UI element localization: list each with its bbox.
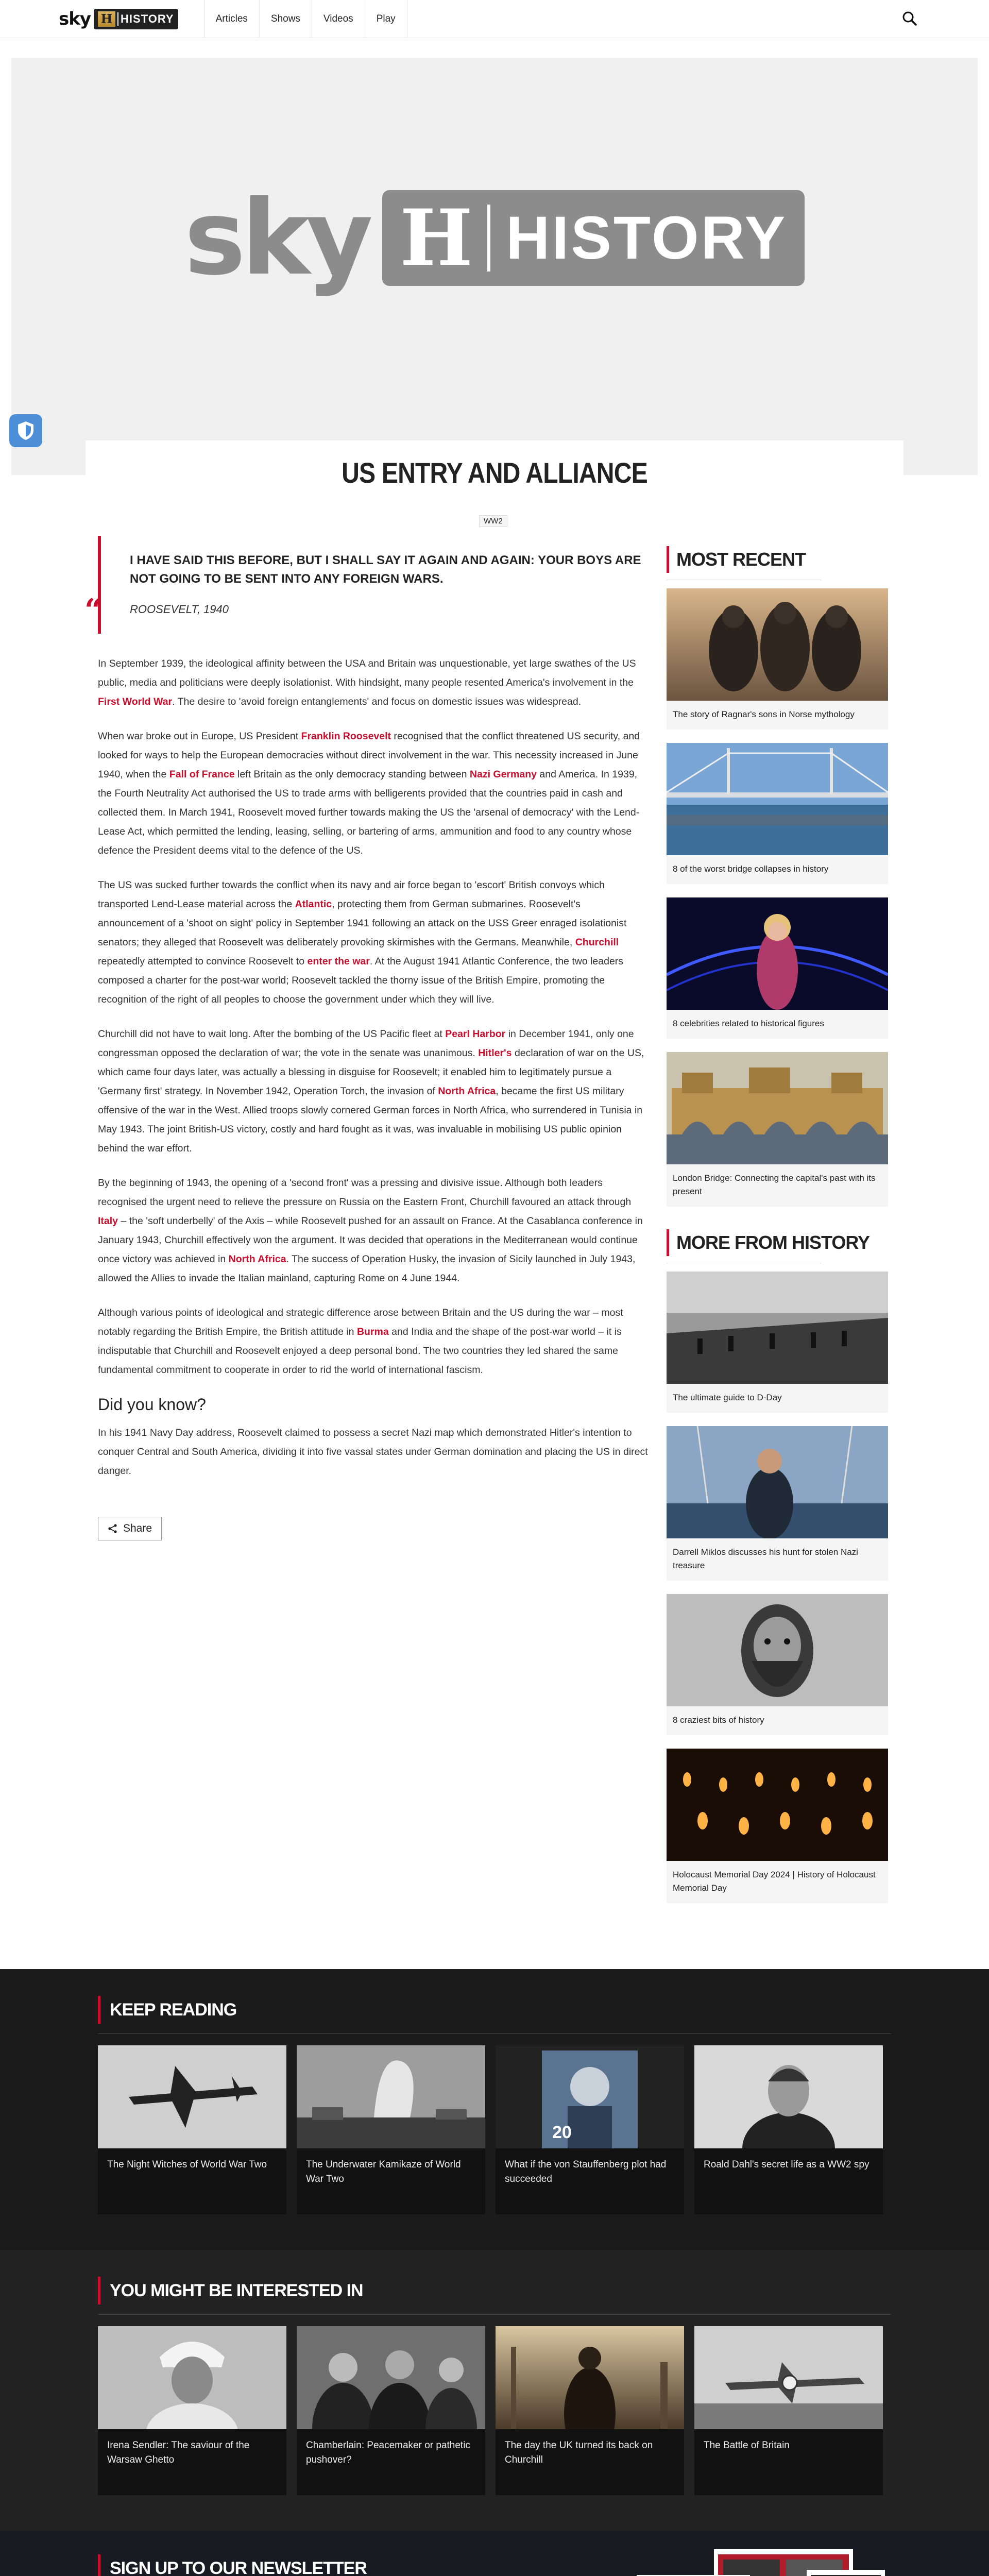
link-pearl-harbor[interactable]: Pearl Harbor [445,1028,506,1040]
more-card-image [667,1749,888,1861]
link-italy[interactable]: Italy [98,1215,118,1227]
logo-history-text: HISTORY [117,12,174,26]
card-title: The Battle of Britain [704,2440,790,2451]
card-title: Chamberlain: Peacemaker or pathetic pushover? [306,2440,470,2465]
recent-card-image [667,743,888,855]
more-card[interactable] [667,1594,888,1735]
nav-link-videos[interactable]: Videos [312,0,365,38]
share-icon [108,1523,118,1534]
card-title: What if the von Stauffenberg plot had succeeded [505,2159,667,2184]
keep-reading-section [0,1969,989,2250]
nav-link-play[interactable]: Play [365,0,407,38]
card-title: Roald Dahl's secret life as a WW2 spy [704,2159,869,2170]
recent-card[interactable] [667,743,888,884]
keep-reading-card[interactable] [496,2045,684,2214]
sky-history-logo[interactable] [59,6,178,32]
link-fall-of-france[interactable]: Fall of France [169,769,235,780]
card-title: Irena Sendler: The saviour of the Warsaw Ghetto [107,2440,250,2465]
card-image [694,2326,883,2429]
newsletter-devices-image [637,2549,885,2576]
more-card-image [667,1594,888,1706]
recent-card-image [667,1052,888,1164]
hero-logo [184,178,805,298]
newsletter-section [0,2531,989,2576]
keep-reading-card[interactable] [98,2045,286,2214]
paragraph: By the beginning of 1943, the opening of a 'second front' was a pressing and divisive issue. Although both leaders recognised the urgent need to relieve the pressure on Russia on the Eastern Front, Churchill favoured an attack through Italy – the 'soft underbelly' of the Axis – while Roosevelt pushed for an assault on France. At the Casablanca conference in January 1943, Churchill effectively won the argument. It was decided that operations in the Mediterranean would continue once victory was achieved in North Africa. The success of Operation Husky, the invasion of Sicily launched in July 1943, allowed the Allies to invade the Italian mainland, capturing Rome on 4 June 1944. [98,1177,643,1284]
recent-card[interactable] [667,588,888,730]
logo-history-box [94,9,178,29]
more-card-title: Darrell Miklos discusses his hunt for stolen Nazi treasure [673,1547,858,1570]
category-tag[interactable]: WW2 [479,515,507,527]
card-image [98,2326,286,2429]
interested-card[interactable] [297,2326,485,2495]
recent-card-title: The story of Ragnar's sons in Norse mythology [673,709,855,719]
paragraph: When war broke out in Europe, US President Franklin Roosevelt recognised that the conflict threatened US security, and looked for ways to help the European democracies without direct involvement in the war. This necessity increased in June 1940, when the Fall of France left Britain as the only democracy standing between Nazi Germany and America. In 1939, the Fourth Neutrality Act authorised the US to trade arms with belligerents provided that the countries paid in cash and collected them. In March 1941, Roosevelt moved further towards making the US the 'arsenal of democracy' with the Lend-Lease Act, which permitted the lending, leasing, selling, or bartering of arms, ammunition and food to any country whose defence the President deems vital to the defence of the US. [98,731,640,856]
quote-text: I HAVE SAID THIS BEFORE, BUT I SHALL SAY IT AGAIN AND AGAIN: YOUR BOYS ARE NOT GOING TO BE SENT INTO ANY FOREIGN WARS. [130,553,641,586]
link-enter-the-war[interactable]: enter the war [307,956,370,967]
paragraph: Churchill did not have to wait long. After the bombing of the US Pacific fleet at Pearl Harbor in December 1941, only one congressman opposed the declaration of war; the vote in the senate was unanimous. Hitler's declaration of war on the US, which came four days later, was actually a blessing in disguise for Roosevelt; it enabled him to legitimately pursue a 'Germany first' strategy. In November 1942, Operation Torch, the invasion of North Africa, became the first US military offensive of the war in the West. Allied troops slowly cornered German forces in North Africa, who surrendered in Tunisia in May 1943. The joint British-US victory, costly and hard fought as it was, was invaluable in mobilising US public opinion behind the war effort. [98,1028,644,1154]
interested-card[interactable] [98,2326,286,2495]
hero-banner [11,58,978,475]
title-card [86,440,903,502]
more-card-image [667,1272,888,1384]
top-navigation [0,0,989,38]
keep-reading-cards [98,2045,883,2214]
more-card-image [667,1426,888,1538]
hero-history-text: HISTORY [506,204,788,272]
search-icon [902,11,917,26]
hero-sky-text: sky [184,178,369,298]
more-card-title: 8 craziest bits of history [673,1715,764,1725]
keep-reading-card[interactable] [694,2045,883,2214]
more-card[interactable] [667,1426,888,1581]
card-title: The Night Witches of World War Two [107,2159,267,2170]
card-image [98,2045,286,2148]
share-label: Share [123,1522,152,1534]
paragraph: The US was sucked further towards the conflict when its navy and air force began to 'escort' British convoys which transported Lend-Lease material across the Atlantic, protecting them from German submarines. Roosevelt's announcement of a 'shoot on sight' policy in September 1941 following an attack on the USS Greer enraged isolationist senators; they alleged that Roosevelt was deliberately provoking skirmishes with the Germans. Meanwhile, Churchill repeatedly attempted to convince Roosevelt to enter the war. At the August 1941 Atlantic Conference, the two leaders composed a charter for the post-war world; Roosevelt tackled the thorny issue of the British Empire, promoting the recognition of the right of all peoples to choose the government under which they will live. [98,879,627,1005]
interested-card[interactable] [496,2326,684,2495]
nav-link-shows[interactable]: Shows [260,0,312,38]
recent-card-image [667,588,888,701]
quote-author: ROOSEVELT, 1940 [130,603,229,616]
hero-h-mark: H [400,193,473,283]
sidebar [667,546,888,1917]
shield-icon [16,420,35,441]
link-north-africa-2[interactable]: North Africa [228,1253,286,1265]
more-card[interactable] [667,1749,888,1903]
did-you-know-text: In his 1941 Navy Day address, Roosevelt claimed to possess a secret Nazi map which demonstrated Hitler's intention to conquer Central and South America, dividing it into five vassal states under German domination and placing the US in direct danger. [98,1427,648,1477]
logo-h-mark: H [98,11,115,27]
nav-link-articles[interactable]: Articles [204,0,260,38]
newsletter-heading: SIGN UP TO OUR NEWSLETTER [98,2554,367,2576]
link-atlantic[interactable]: Atlantic [295,899,332,910]
more-from-history-heading: MORE FROM HISTORY [667,1229,888,1256]
pull-quote [84,536,649,634]
search-button[interactable] [899,8,920,29]
more-card[interactable] [667,1272,888,1413]
interested-section [0,2250,989,2531]
paragraph: Although various points of ideological and strategic difference arose between Britain and the US during the war – most notably regarding the British Empire, the British attitude in Burma and India and the shape of the post-war world – it is indisputable that Churchill and Roosevelt enjoyed a deep personal bond. The two countries they led shared the same fundamental commitment to cooperate in order to rid the world of international fascism. [98,1307,623,1376]
link-nazi-germany[interactable]: Nazi Germany [469,769,537,780]
card-title: The Underwater Kamikaze of World War Two [306,2159,461,2184]
most-recent-heading: MOST RECENT [667,546,888,573]
card-image [297,2326,485,2429]
recent-card-title: 8 of the worst bridge collapses in history [673,864,829,874]
keep-reading-heading: KEEP READING [98,1996,236,2024]
interested-card[interactable] [694,2326,883,2495]
paragraph: In September 1939, the ideological affinity between the USA and Britain was unquestionable, yet large swathes of the US public, media and politicians were deeply isolationist. With hindsight, many people resented America's involvement in the First World War. The desire to 'avoid foreign entanglements' and focus on domestic issues was widespread. [98,658,636,707]
did-you-know-heading: Did you know? [98,1395,206,1414]
recent-card[interactable] [667,897,888,1039]
main-nav [204,0,407,38]
card-title: The day the UK turned its back on Churchill [505,2440,653,2465]
hero-history-box [382,190,805,286]
svg-text:20: 20 [552,2123,572,2142]
article-body [84,536,649,1540]
keep-reading-card[interactable] [297,2045,485,2214]
logo-sky-text: sky [59,8,91,29]
card-image [297,2045,485,2148]
link-burma[interactable]: Burma [356,1326,389,1337]
privacy-shield-button[interactable] [9,414,42,447]
recent-card-image [667,897,888,1010]
card-image [496,2326,684,2429]
link-north-africa[interactable]: North Africa [438,1086,496,1097]
interested-heading: YOU MIGHT BE INTERESTED IN [98,2277,363,2304]
link-franklin-roosevelt[interactable]: Franklin Roosevelt [301,731,391,742]
link-first-world-war[interactable]: First World War [98,696,173,707]
share-button[interactable] [98,1517,162,1540]
recent-card-title: London Bridge: Connecting the capital's past with its present [673,1173,876,1196]
more-card-title: Holocaust Memorial Day 2024 | History of Holocaust Memorial Day [673,1870,876,1893]
link-churchill[interactable]: Churchill [575,937,619,948]
card-image [694,2045,883,2148]
recent-card[interactable] [667,1052,888,1207]
link-hitler[interactable]: Hitler's [478,1047,512,1059]
page-title: US ENTRY AND ALLIANCE [342,456,647,489]
interested-cards [98,2326,883,2495]
quote-icon: “ [84,592,103,629]
card-image [496,2045,684,2148]
more-card-title: The ultimate guide to D-Day [673,1393,782,1402]
recent-card-title: 8 celebrities related to historical figures [673,1019,824,1028]
